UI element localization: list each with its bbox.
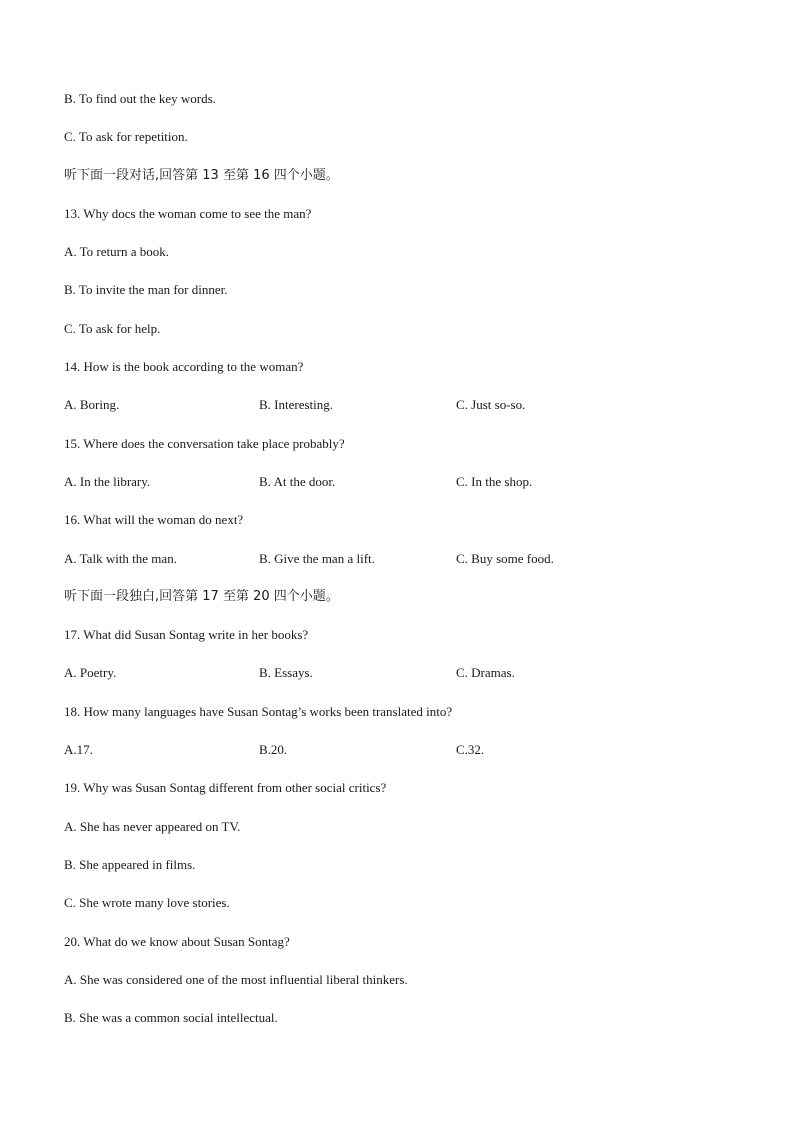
question-text: 17. What did Susan Sontag write in her books? — [64, 627, 309, 643]
question-line — [64, 934, 744, 972]
section-heading-text: 听下面一段独白,回答第 17 至第 20 四个小题。 — [64, 588, 339, 604]
option-b: B. Interesting. — [259, 397, 334, 413]
option-b: B. Essays. — [259, 665, 313, 681]
options-row — [64, 474, 744, 512]
option-c: C. Buy some food. — [456, 550, 554, 566]
question-text: 13. Why docs the woman come to see the man? — [64, 205, 312, 221]
question-line — [64, 627, 744, 665]
options-row — [64, 397, 744, 435]
question-line — [64, 359, 744, 397]
option-a: A. Boring. — [64, 397, 120, 413]
options-row — [64, 551, 744, 589]
option-text: B. She was a common social intellectual. — [64, 1010, 278, 1026]
question-text: 15. Where does the conversation take place probably? — [64, 435, 345, 451]
question-text: 19. Why was Susan Sontag different from other social critics? — [64, 780, 387, 796]
option-text: A. She was considered one of the most influential liberal thinkers. — [64, 971, 408, 987]
question-line — [64, 704, 744, 742]
option-text: C. She wrote many love stories. — [64, 895, 230, 911]
option-b: B. Give the man a lift. — [259, 550, 375, 566]
option-line — [64, 819, 744, 857]
option-a: A. In the library. — [64, 473, 151, 489]
option-c: C. Just so-so. — [456, 397, 526, 413]
option-line — [64, 91, 744, 129]
question-line — [64, 436, 744, 474]
question-line — [64, 512, 744, 550]
option-c: C. Dramas. — [456, 665, 515, 681]
document-page — [64, 91, 744, 1048]
option-text: C. To ask for help. — [64, 320, 161, 336]
question-line — [64, 206, 744, 244]
option-text: A. To return a book. — [64, 244, 169, 260]
options-row — [64, 665, 744, 703]
option-text: A. She has never appeared on TV. — [64, 818, 241, 834]
section-heading — [64, 168, 744, 206]
section-heading-text: 听下面一段对话,回答第 13 至第 16 四个小题。 — [64, 167, 339, 183]
option-b: B.20. — [259, 742, 288, 758]
section-heading — [64, 589, 744, 627]
option-line — [64, 244, 744, 282]
question-line — [64, 780, 744, 818]
option-line — [64, 857, 744, 895]
option-a: A.17. — [64, 742, 93, 758]
option-line — [64, 972, 744, 1010]
option-line — [64, 895, 744, 933]
options-row — [64, 742, 744, 780]
option-c: C. In the shop. — [456, 473, 533, 489]
option-text: C. To ask for repetition. — [64, 129, 188, 145]
question-text: 16. What will the woman do next? — [64, 512, 244, 528]
option-b: B. At the door. — [259, 473, 336, 489]
option-line — [64, 282, 744, 320]
option-line — [64, 1010, 744, 1048]
question-text: 14. How is the book according to the woman? — [64, 359, 304, 375]
option-line — [64, 129, 744, 167]
question-text: 20. What do we know about Susan Sontag? — [64, 933, 290, 949]
question-text: 18. How many languages have Susan Sontag’s works been translated into? — [64, 703, 453, 719]
option-c: C.32. — [456, 742, 485, 758]
option-text: B. She appeared in films. — [64, 856, 196, 872]
option-a: A. Poetry. — [64, 665, 117, 681]
option-text: B. To find out the key words. — [64, 91, 216, 106]
option-text: B. To invite the man for dinner. — [64, 282, 228, 298]
option-a: A. Talk with the man. — [64, 550, 177, 566]
option-line — [64, 321, 744, 359]
